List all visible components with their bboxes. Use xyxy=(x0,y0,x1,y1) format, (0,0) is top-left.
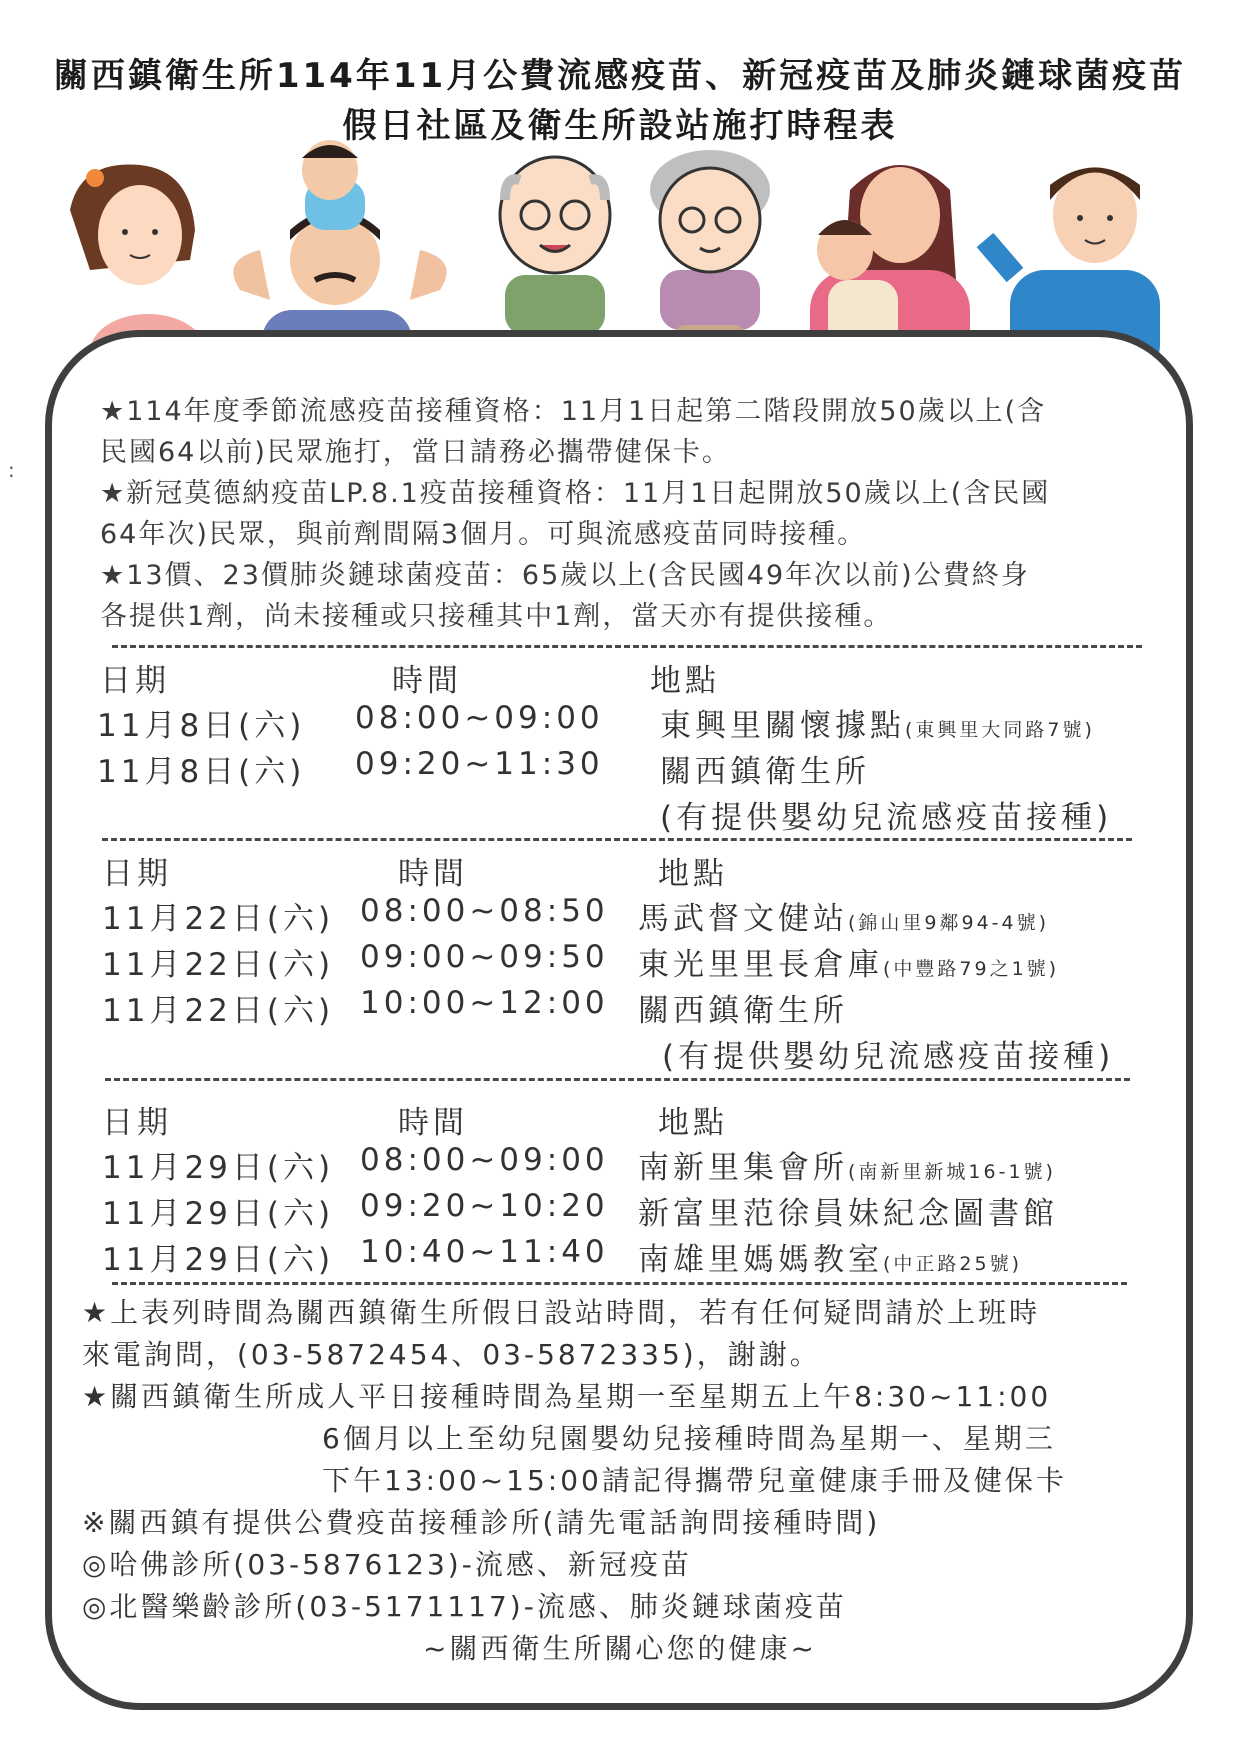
schedule-place: 關西鎮衛生所 xyxy=(660,754,870,790)
schedule-place: 新富里范徐員妹紀念圖書館 xyxy=(638,1196,1058,1232)
covid-eligibility-line-2: 64年次)民眾，與前劑間隔3個月。可與流感疫苗同時接種。 xyxy=(100,519,867,550)
schedule-place: 東興里關懷據點(東興里大同路7號) xyxy=(660,708,1095,744)
schedule-time: 08:00~09:00 xyxy=(360,1142,609,1178)
weekday-line-2: 6個月以上至幼兒園嬰幼兒接種時間為星期一、星期三 xyxy=(322,1422,1056,1455)
weekday-line-1: ★關西鎮衛生所成人平日接種時間為星期一至星期五上午8:30~11:00 xyxy=(82,1380,1052,1413)
weekday-line-3: 下午13:00~15:00請記得攜帶兒童健康手冊及健保卡 xyxy=(322,1464,1067,1497)
pneumo-eligibility-line-2: 各提供1劑，尚未接種或只接種其中1劑，當天亦有提供接種。 xyxy=(100,601,893,632)
schedule-address: (東興里大同路7號) xyxy=(905,719,1095,741)
schedule-address: (南新里新城16-1號) xyxy=(848,1161,1056,1183)
header-place: 地點 xyxy=(650,663,720,699)
schedule-place: 南新里集會所(南新里新城16-1號) xyxy=(638,1150,1056,1186)
section-divider xyxy=(105,1078,1130,1081)
schedule-place: 南雄里媽媽教室(中正路25號) xyxy=(638,1242,1023,1278)
contact-line-1: ★上表列時間為關西鎮衛生所假日設站時間，若有任何疑問請於上班時 xyxy=(82,1296,1041,1329)
schedule-date: 11月22日(六) xyxy=(102,947,335,983)
schedule-time: 08:00~09:00 xyxy=(355,700,604,736)
section-divider xyxy=(102,838,1132,841)
schedule-time: 09:20~11:30 xyxy=(355,746,604,782)
schedule-date: 11月29日(六) xyxy=(102,1150,335,1186)
schedule-date: 11月29日(六) xyxy=(102,1242,335,1278)
title-line-2: 假日社區及衛生所設站施打時程表 xyxy=(342,106,898,146)
covid-eligibility-line-1: ★新冠莫德納疫苗LP.8.1疫苗接種資格：11月1日起開放50歲以上(含民國 xyxy=(100,478,1051,509)
clinic-tmu: ◎北醫樂齡診所(03-5171117)-流感、肺炎鏈球菌疫苗 xyxy=(82,1590,847,1623)
contact-line-2: 來電詢問，(03-5872454、03-5872335)，謝謝。 xyxy=(82,1338,821,1371)
schedule-place: 東光里里長倉庫(中豐路79之1號) xyxy=(638,947,1060,983)
section-divider xyxy=(112,645,1142,648)
pneumo-eligibility-line-1: ★13價、23價肺炎鏈球菌疫苗：65歲以上(含民國49年次以前)公費終身 xyxy=(100,560,1030,591)
schedule-time: 08:00~08:50 xyxy=(360,893,609,929)
header-date: 日期 xyxy=(100,663,170,699)
header-place: 地點 xyxy=(658,1105,728,1141)
schedule-address: (錦山里9鄰94-4號) xyxy=(848,912,1050,934)
schedule-address: (中正路25號) xyxy=(883,1253,1023,1275)
header-time: 時間 xyxy=(398,1105,468,1141)
schedule-time: 10:40~11:40 xyxy=(360,1234,609,1270)
schedule-time: 09:20~10:20 xyxy=(360,1188,609,1224)
clinic-harvard: ◎哈佛診所(03-5876123)-流感、新冠疫苗 xyxy=(82,1548,692,1581)
header-place: 地點 xyxy=(658,856,728,892)
clinics-intro: ※關西鎮有提供公費疫苗接種診所(請先電話詢問接種時間) xyxy=(82,1506,881,1539)
schedule-time: 10:00~12:00 xyxy=(360,985,609,1021)
schedule-date: 11月8日(六) xyxy=(97,708,306,744)
schedule-place: 馬武督文健站(錦山里9鄰94-4號) xyxy=(638,901,1050,937)
header-date: 日期 xyxy=(102,1105,172,1141)
flu-eligibility-line-1: ★114年度季節流感疫苗接種資格：11月1日起第二階段開放50歲以上(含 xyxy=(100,396,1047,427)
schedule-date: 11月22日(六) xyxy=(102,901,335,937)
header-date: 日期 xyxy=(102,856,172,892)
schedule-date: 11月29日(六) xyxy=(102,1196,335,1232)
schedule-time: 09:00~09:50 xyxy=(360,939,609,975)
schedule-place: 關西鎮衛生所 xyxy=(638,993,848,1029)
infant-flu-note: (有提供嬰幼兒流感疫苗接種) xyxy=(660,800,1113,836)
schedule-date: 11月22日(六) xyxy=(102,993,335,1029)
flu-eligibility-line-2: 民國64以前)民眾施打，當日請務必攜帶健保卡。 xyxy=(100,437,731,468)
header-time: 時間 xyxy=(392,663,462,699)
signoff: ~關西衛生所關心您的健康~ xyxy=(423,1632,817,1665)
infant-flu-note: (有提供嬰幼兒流感疫苗接種) xyxy=(662,1039,1115,1075)
stray-mark: : xyxy=(8,458,15,482)
schedule-date: 11月8日(六) xyxy=(97,754,306,790)
section-divider xyxy=(112,1282,1127,1285)
header-time: 時間 xyxy=(398,856,468,892)
schedule-address: (中豐路79之1號) xyxy=(883,958,1060,980)
title-line-1: 關西鎮衛生所114年11月公費流感疫苗、新冠疫苗及肺炎鏈球菌疫苗 xyxy=(53,56,1187,96)
